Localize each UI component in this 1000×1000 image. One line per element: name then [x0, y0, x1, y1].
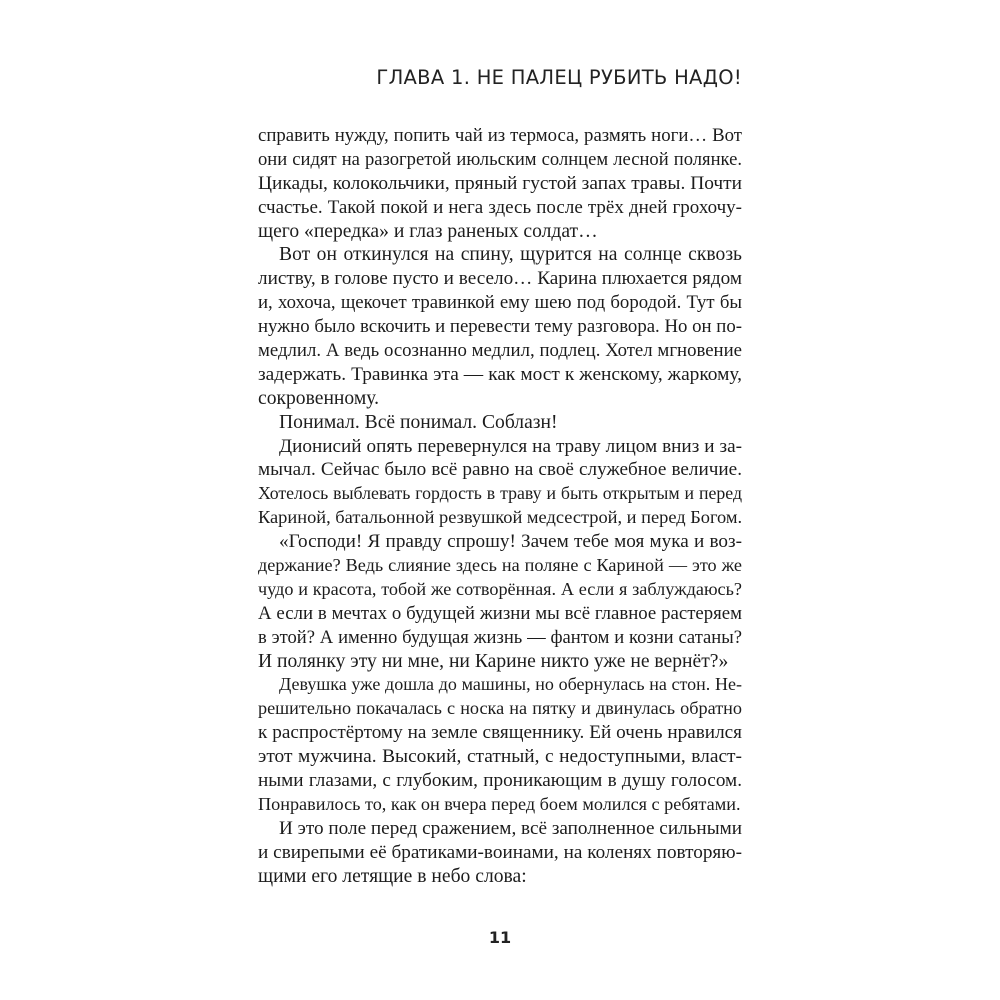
text-line: нужно было вскочить и перевести тему разговора. Но он по-: [258, 316, 742, 338]
text-line: щего «передка» и глаз раненых солдат…: [258, 220, 598, 242]
text-line: чудо и красота, тобой же сотворённая. А если я заблуждаюсь?: [258, 578, 742, 599]
text-line: А если в мечтах о будущей жизни мы всё главное растеряем: [258, 602, 742, 624]
text-line: Дионисий опять перевернулся на траву лицом вниз и за-: [279, 435, 742, 457]
text-line: и свирепыми её братиками-воинами, на коленях повторяю-: [258, 841, 742, 863]
page-number: 11: [488, 928, 512, 947]
text-line: сокровенному.: [258, 387, 379, 409]
text-line: Вот он откинулся на спину, щурится на солнце сквозь: [279, 244, 742, 266]
text-line: Кариной, батальонной резвушкой медсестрой, и перед Богом.: [258, 507, 743, 528]
text-line: держание? Ведь слияние здесь на поляне с Кариной — это же: [258, 555, 742, 576]
text-line: Понравилось то, как он вчера перед боем молился с ребятами.: [258, 793, 741, 814]
text-line: к распростёртому на земле священнику. Ей очень нравился: [258, 722, 742, 744]
text-line: решительно покачалась с носка на пятку и двинулась обратно: [258, 698, 742, 719]
text-line: «Господи! Я правду спрошу! Зачем тебе моя мука и воз-: [279, 531, 742, 553]
text-line: в этой? А именно будущая жизнь — фантом и козни сатаны?: [258, 626, 742, 648]
text-line: Хотелось выблевать гордость в траву и быть открытым и перед: [258, 483, 742, 504]
text-line: листву, в голове пусто и весело… Карина плюхается рядом: [258, 268, 742, 290]
text-line: щими его летящие в небо слова:: [258, 865, 527, 887]
text-line: они сидят на разогретой июльским солнцем лесной полянке.: [258, 148, 742, 170]
text-line: Цикады, колокольчики, пряный густой запах травы. Почти: [258, 172, 742, 194]
text-line: этот мужчина. Высокий, статный, с недоступными, власт-: [258, 746, 742, 768]
text-line: задержать. Травинка эта — как мост к женскому, жаркому,: [258, 363, 742, 385]
text-line: Девушка уже дошла до машины, но обернулась на стон. Не-: [279, 674, 742, 695]
text-line: счастье. Такой покой и нега здесь после трёх дней грохочу-: [258, 196, 742, 218]
text-line: ными глазами, с глубоким, проникающим в душу голосом.: [258, 770, 742, 792]
text-line: и, хохоча, щекочет травинкой ему шею под бородой. Тут бы: [258, 292, 742, 314]
text-line: Понимал. Всё понимал. Соблазн!: [279, 411, 558, 433]
text-line: мычал. Сейчас было всё равно на своё служебное величие.: [258, 459, 742, 481]
text-line: И полянку эту ни мне, ни Карине никто уже не вернёт?»: [258, 650, 729, 672]
running-head-chapter-title: ГЛАВА 1. НЕ ПАЛЕЦ РУБИТЬ НАДО!: [376, 66, 742, 89]
body-text: [258, 124, 742, 889]
text-line: И это поле перед сражением, всё заполненное сильными: [279, 817, 742, 839]
text-line: справить нужду, попить чай из термоса, размять ноги… Вот: [258, 125, 742, 146]
text-line: медлил. А ведь осознанно медлил, подлец. Хотел мгновение: [258, 340, 742, 362]
